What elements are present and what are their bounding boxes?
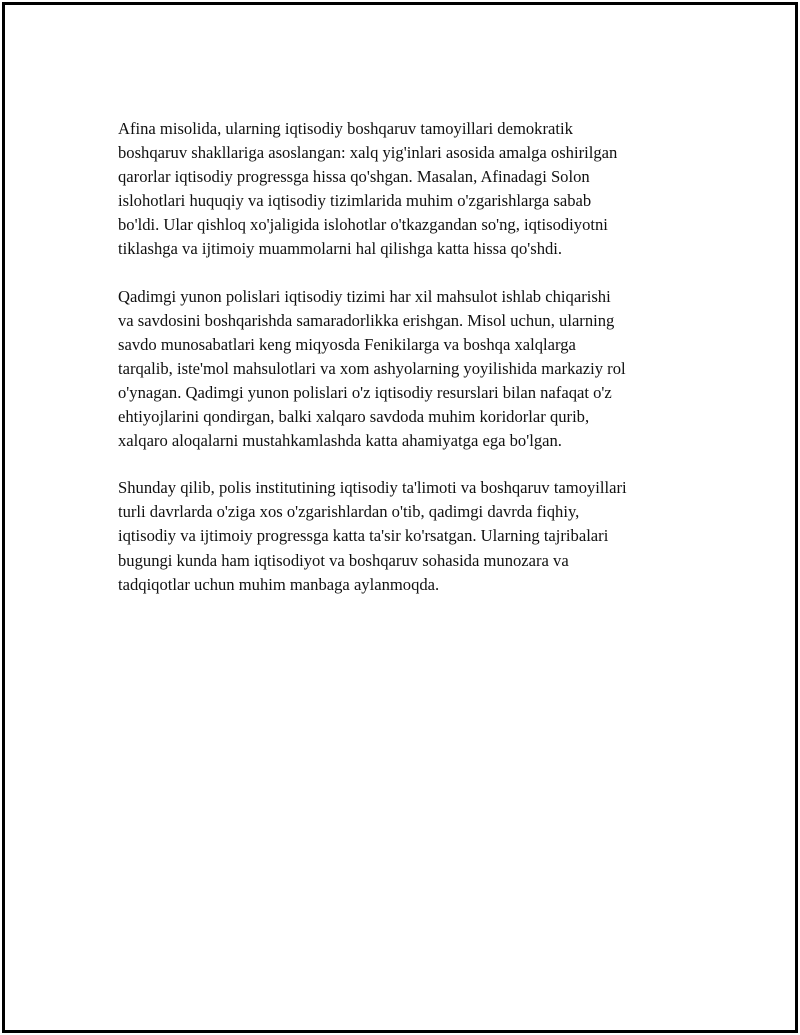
text-line: Qadimgi yunon polislari iqtisodiy tizimi har xil mahsulot ishlab chiqarishi [118, 286, 611, 306]
text-line: savdo munosabatlari keng miqyosda Fenikilarga va boshqa xalqlarga [118, 334, 576, 354]
text-line: tiklashga va ijtimoiy muammolarni hal qilishga katta hissa qo'shdi. [118, 239, 563, 259]
text-line: bugungi kunda ham iqtisodiyot va boshqaruv sohasida munozara va [118, 550, 569, 570]
text-line: tarqalib, iste'mol mahsulotlari va xom ashyolarning yoyilishida markaziy rol [118, 358, 626, 378]
paragraph-2 [118, 285, 698, 454]
text-line: ehtiyojlarini qondirgan, balki xalqaro savdoda muhim koridorlar qurib, [118, 407, 590, 427]
text-line: bo'ldi. Ular qishloq xo'jaligida islohotlar o'tkazgandan so'ng, iqtisodiyotni [118, 215, 608, 235]
text-line: islohotlari huquqiy va iqtisodiy tizimlarida muhim o'zgarishlarga sabab [118, 191, 592, 211]
text-line: tadqiqotlar uchun muhim manbaga aylanmoqda. [118, 574, 440, 594]
text-line: o'ynagan. Qadimgi yunon polislari o'z iqtisodiy resurslari bilan nafaqat o'z [118, 382, 612, 402]
paragraph-3 [118, 476, 698, 596]
text-line: iqtisodiy va ijtimoiy progressga katta ta'sir ko'rsatgan. Ularning tajribalari [118, 526, 609, 546]
text-line: Shunday qilib, polis institutining iqtisodiy ta'limoti va boshqaruv tamoyillari [118, 478, 627, 498]
text-line: boshqaruv shakllariga asoslangan: xalq yig'inlari asosida amalga oshirilgan [118, 143, 618, 163]
document-body [118, 117, 698, 620]
text-line: qarorlar iqtisodiy progressga hissa qo'shgan. Masalan, Afinadagi Solon [118, 167, 590, 187]
text-line: turli davrlarda o'ziga xos o'zgarishlardan o'tib, qadimgi davrda fiqhiy, [118, 502, 580, 522]
text-line: Afina misolida, ularning iqtisodiy boshqaruv tamoyillari demokratik [118, 119, 573, 138]
text-line: xalqaro aloqalarni mustahkamlashda katta ahamiyatga ega bo'lgan. [118, 431, 562, 451]
paragraph-1 [118, 117, 698, 262]
text-line: va savdosini boshqarishda samaradorlikka erishgan. Misol uchun, ularning [118, 310, 615, 330]
